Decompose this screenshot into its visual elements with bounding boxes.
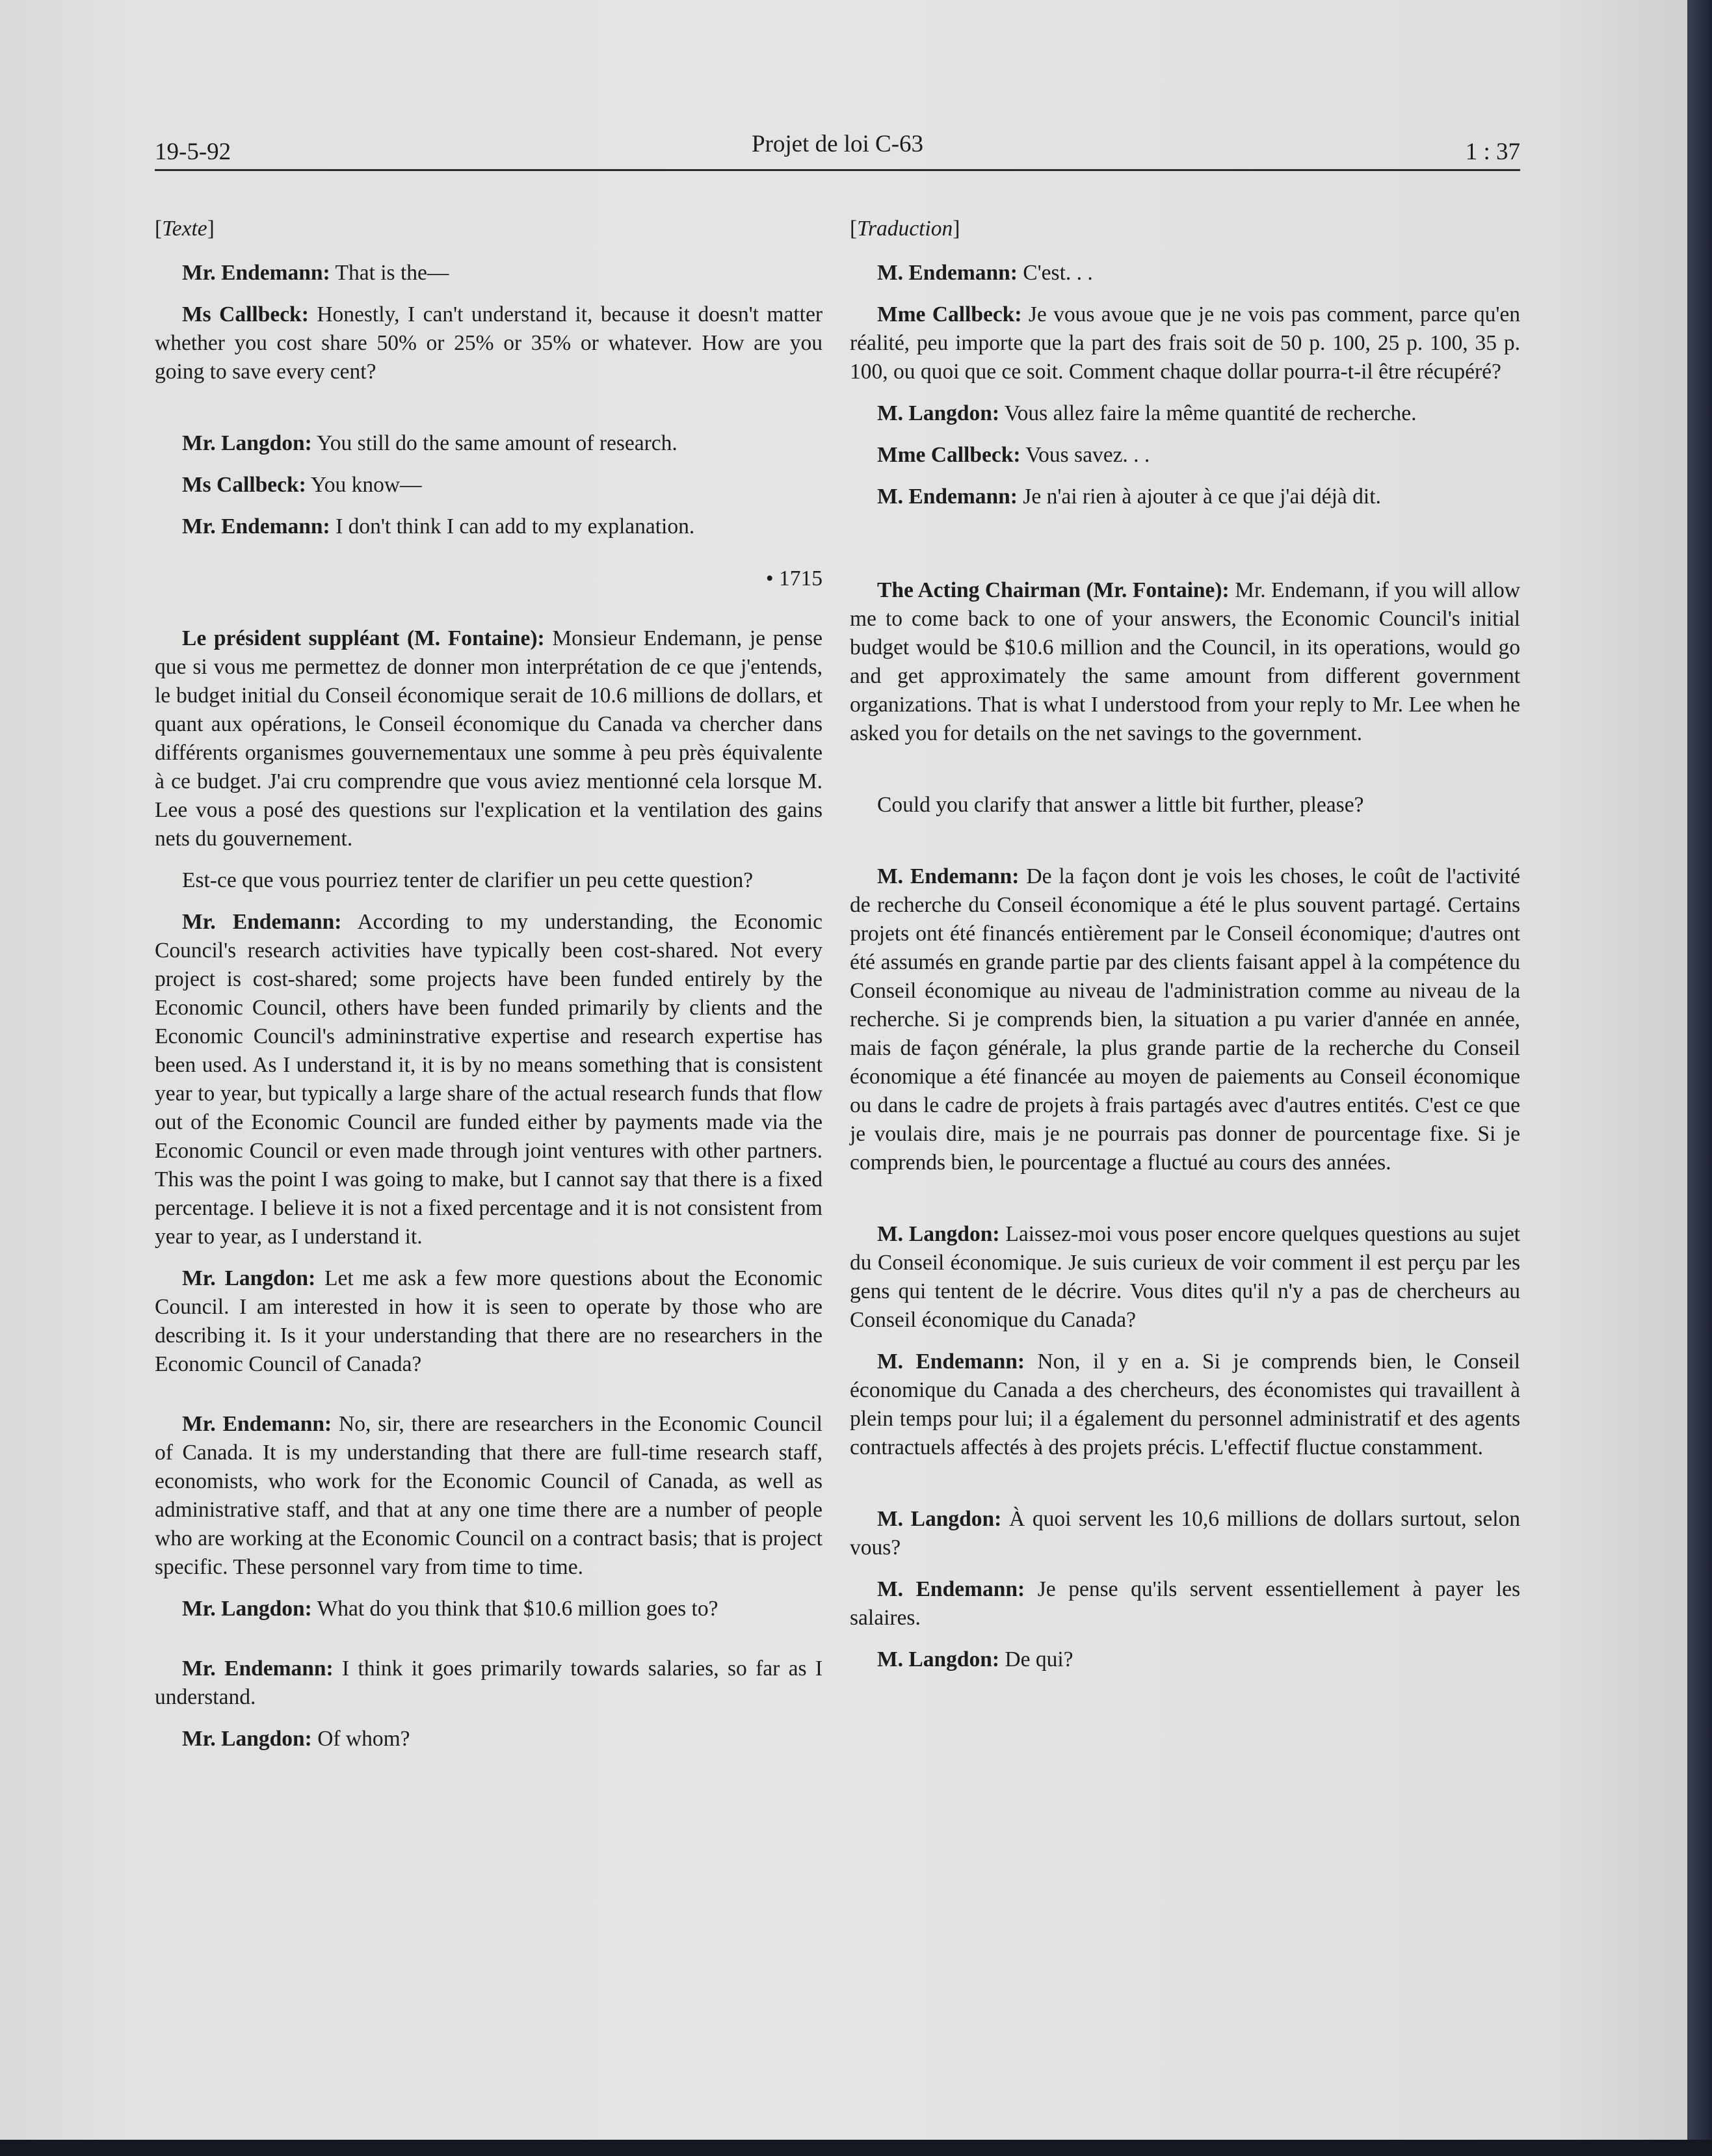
speech-text: Je n'ai rien à ajouter à ce que j'ai déjà dit.: [1017, 485, 1381, 509]
speaker: Mr. Langdon:: [182, 1727, 312, 1751]
speech-text: What do you think that $10.6 million goes to?: [311, 1597, 718, 1621]
timestamp: • 1715: [765, 566, 823, 591]
speaker: M. Endemann:: [877, 864, 1020, 888]
speaker: Mr. Langdon:: [182, 431, 312, 455]
paragraph: [155, 866, 823, 895]
speech-text: Of whom?: [311, 1727, 410, 1751]
paragraph: [850, 1220, 1520, 1335]
speech-text: À quoi servent les 10,6 millions de dollars surtout, selon vous?: [850, 1507, 1521, 1560]
speech-text: Je pense qu'ils servent essentiellement à payer les salaires.: [850, 1577, 1520, 1630]
paragraph: [155, 259, 823, 287]
paragraph: [155, 1725, 823, 1753]
paragraph: [850, 576, 1520, 748]
speaker: M. Endemann:: [877, 1577, 1025, 1601]
header-title: Projet de loi C-63: [751, 131, 924, 157]
speech-text: Mr. Endemann, if you will allow me to come back to one of your answers, the Economic Council's initial budget would be $10.6 million and the Council, in its operations, would go and get approximately the same amount from different government organizations. That is what I understood from your reply to Mr. Lee when he asked you for details on the net savings to the government.: [850, 578, 1520, 745]
speech-text: I think it goes primarily towards salaries, so far as I understand.: [155, 1657, 823, 1709]
scan-bottom-edge: [0, 2140, 1712, 2156]
speaker: M. Langdon:: [877, 1507, 1002, 1531]
speech-text: Could you clarify that answer a little bit further, please?: [877, 793, 1364, 817]
paragraph: [155, 908, 823, 1251]
paragraph: [850, 1575, 1520, 1632]
speech-text: C'est. . .: [1017, 261, 1093, 285]
speaker: M. Endemann:: [877, 261, 1018, 285]
speech-text: I don't think I can add to my explanation.: [330, 514, 695, 539]
column-tag: [Traduction]: [850, 217, 960, 241]
paragraph: [850, 483, 1520, 511]
speaker: Mr. Endemann:: [182, 1657, 334, 1681]
paragraph: [850, 791, 1520, 819]
speech-text: You still do the same amount of research.: [311, 431, 678, 455]
header-page-number: 1 : 37: [1465, 139, 1520, 165]
speaker: Mr. Endemann:: [182, 514, 330, 539]
speaker: Mr. Endemann:: [182, 910, 342, 934]
paragraph: [850, 441, 1520, 470]
left-column: [155, 215, 823, 1753]
speaker: M. Langdon:: [877, 1222, 1000, 1246]
speech-text: That is the—: [330, 261, 449, 285]
paragraph: [850, 1505, 1520, 1562]
speaker: M. Langdon:: [877, 1647, 1000, 1671]
speech-text: You know—: [306, 473, 422, 497]
paragraph: [155, 300, 823, 386]
speaker: Ms Callbeck:: [182, 302, 309, 326]
speech-text: Je vous avoue que je ne vois pas comment, parce qu'en réalité, peu importe que la part des frais soit de 50 p. 100, 25 p. 100, 35 p. 100, ou quoi que ce soit. Comment chaque dollar pourra-t-il être récupéré?: [850, 302, 1520, 384]
speaker: The Acting Chairman (Mr. Fontaine):: [877, 578, 1230, 602]
speaker: Ms Callbeck:: [182, 473, 306, 497]
paragraph: [155, 1655, 823, 1712]
speech-text: Vous savez. . .: [1020, 443, 1150, 467]
column-tag: [Texte]: [155, 217, 215, 241]
paragraph: [850, 399, 1520, 428]
paragraph: [850, 862, 1520, 1177]
speech-text: Est-ce que vous pourriez tenter de clarifier un peu cette question?: [182, 868, 754, 892]
speaker: Mme Callbeck:: [877, 443, 1021, 467]
speech-text: Honestly, I can't understand it, because it doesn't matter whether you cost share 50% or 25% or 35% or whatever. How are you going to save every cent?: [155, 302, 823, 384]
header-date: 19-5-92: [155, 139, 231, 165]
paragraph: [155, 1264, 823, 1379]
paragraph: [155, 1410, 823, 1582]
speech-text: Non, il y en a. Si je comprends bien, le Conseil économique du Canada a des chercheurs, des économistes qui travaillent à plein temps pour lui; il a également du personnel administratif et des agents contractuels affectés à des projets précis. L'effectif fluctue constamment.: [850, 1350, 1520, 1459]
book-spine: [1687, 0, 1712, 2156]
speaker: M. Endemann:: [877, 1350, 1025, 1374]
speaker: Mr. Endemann:: [182, 261, 330, 285]
speech-text: De qui?: [999, 1647, 1073, 1671]
speaker: Mme Callbeck:: [877, 302, 1022, 326]
speech-text: De la façon dont je vois les choses, le coût de l'activité de recherche du Conseil économique a été le plus souvent partagé. Certains projets ont été financés entièrement par le Conseil économique; d'autres ont été assumés en grande partie par des clients faisant appel à la compétence du Conseil économique au niveau de l'administration comme au niveau de la recherche. Si je comprends bien, la situation a pu varier d'année en année, mais de façon générale, la plus grande partie de la recherche du Conseil économique a été financée au moyen de paiements au Conseil économique ou dans le cadre de projets à frais partagés avec d'autres entités. C'est ce que je voulais dire, mais je ne pourrais pas donner de pourcentage fixe. Si je comprends bien, le pourcentage a fluctué au cours des années.: [850, 864, 1520, 1175]
speech-text: Let me ask a few more questions about the Economic Council. I am interested in how it is seen to operate by those who are describing it. Is it your understanding that there are no researchers in the Economic Council of Canada?: [155, 1266, 823, 1376]
paragraph: [850, 259, 1520, 287]
paragraph: [155, 624, 823, 853]
speech-text: Laissez-moi vous poser encore quelques questions au sujet du Conseil économique. Je suis curieux de voir comment il est perçu par les gens qui tentent de le décrire. Vous dites qu'il n'y a pas de chercheurs au Conseil économique du Canada?: [850, 1222, 1520, 1332]
speech-text: No, sir, there are researchers in the Economic Council of Canada. It is my understanding that there are full-time research staff, economists, who work for the Economic Council of Canada, as well as administrative staff, and that at any one time there are a number of people who are working at the Economic Council on a contract basis; that is project specific. These personnel vary from time to time.: [155, 1412, 823, 1579]
paragraph: [155, 471, 823, 499]
speech-text: Monsieur Endemann, je pense que si vous me permettez de donner mon interprétation de ce que j'entends, le budget initial du Conseil économique serait de 10.6 millions de dollars, et quant aux opérations, le Conseil économique du Canada va chercher dans différents organismes gouvernementaux une somme à peu près équivalente à ce budget. J'ai cru comprendre que vous aviez mentionné cela lorsque M. Lee vous a posé des questions sur l'explication et la ventilation des gains nets du gouvernement.: [155, 626, 823, 851]
speech-text: According to my understanding, the Economic Council's research activities have typically been cost-shared. Not every project is cost-shared; some projects have been funded entirely by the Economic Council, others have been funded primarily by clients and the Economic Council's admininstrative expertise and research expertise has been used. As I understand it, it is by no means something that is consistent year to year, but typically a large share of the actual research funds that flow out of the Economic Council are funded either by payments made via the Economic Council or even made through joint ventures with other partners. This was the point I was going to make, but I cannot say that there is a fixed percentage. I believe it is not a fixed percentage and it is not consistent from year to year, as I understand it.: [155, 910, 823, 1249]
speaker: M. Langdon:: [877, 401, 1000, 425]
speaker: Mr. Langdon:: [182, 1597, 312, 1621]
page-header: [155, 130, 1520, 171]
speech-text: Vous allez faire la même quantité de recherche.: [999, 401, 1417, 425]
paragraph: [155, 512, 823, 541]
paragraph: [850, 300, 1520, 386]
paragraph: [155, 429, 823, 458]
paragraph: [850, 1645, 1520, 1674]
right-column: [850, 215, 1520, 1674]
speaker: M. Endemann:: [877, 485, 1018, 509]
paragraph: [850, 1348, 1520, 1462]
speaker: Mr. Endemann:: [182, 1412, 332, 1436]
paragraph: [155, 1595, 823, 1623]
speaker: Mr. Langdon:: [182, 1266, 316, 1290]
speaker: Le président suppléant (M. Fontaine):: [182, 626, 545, 650]
